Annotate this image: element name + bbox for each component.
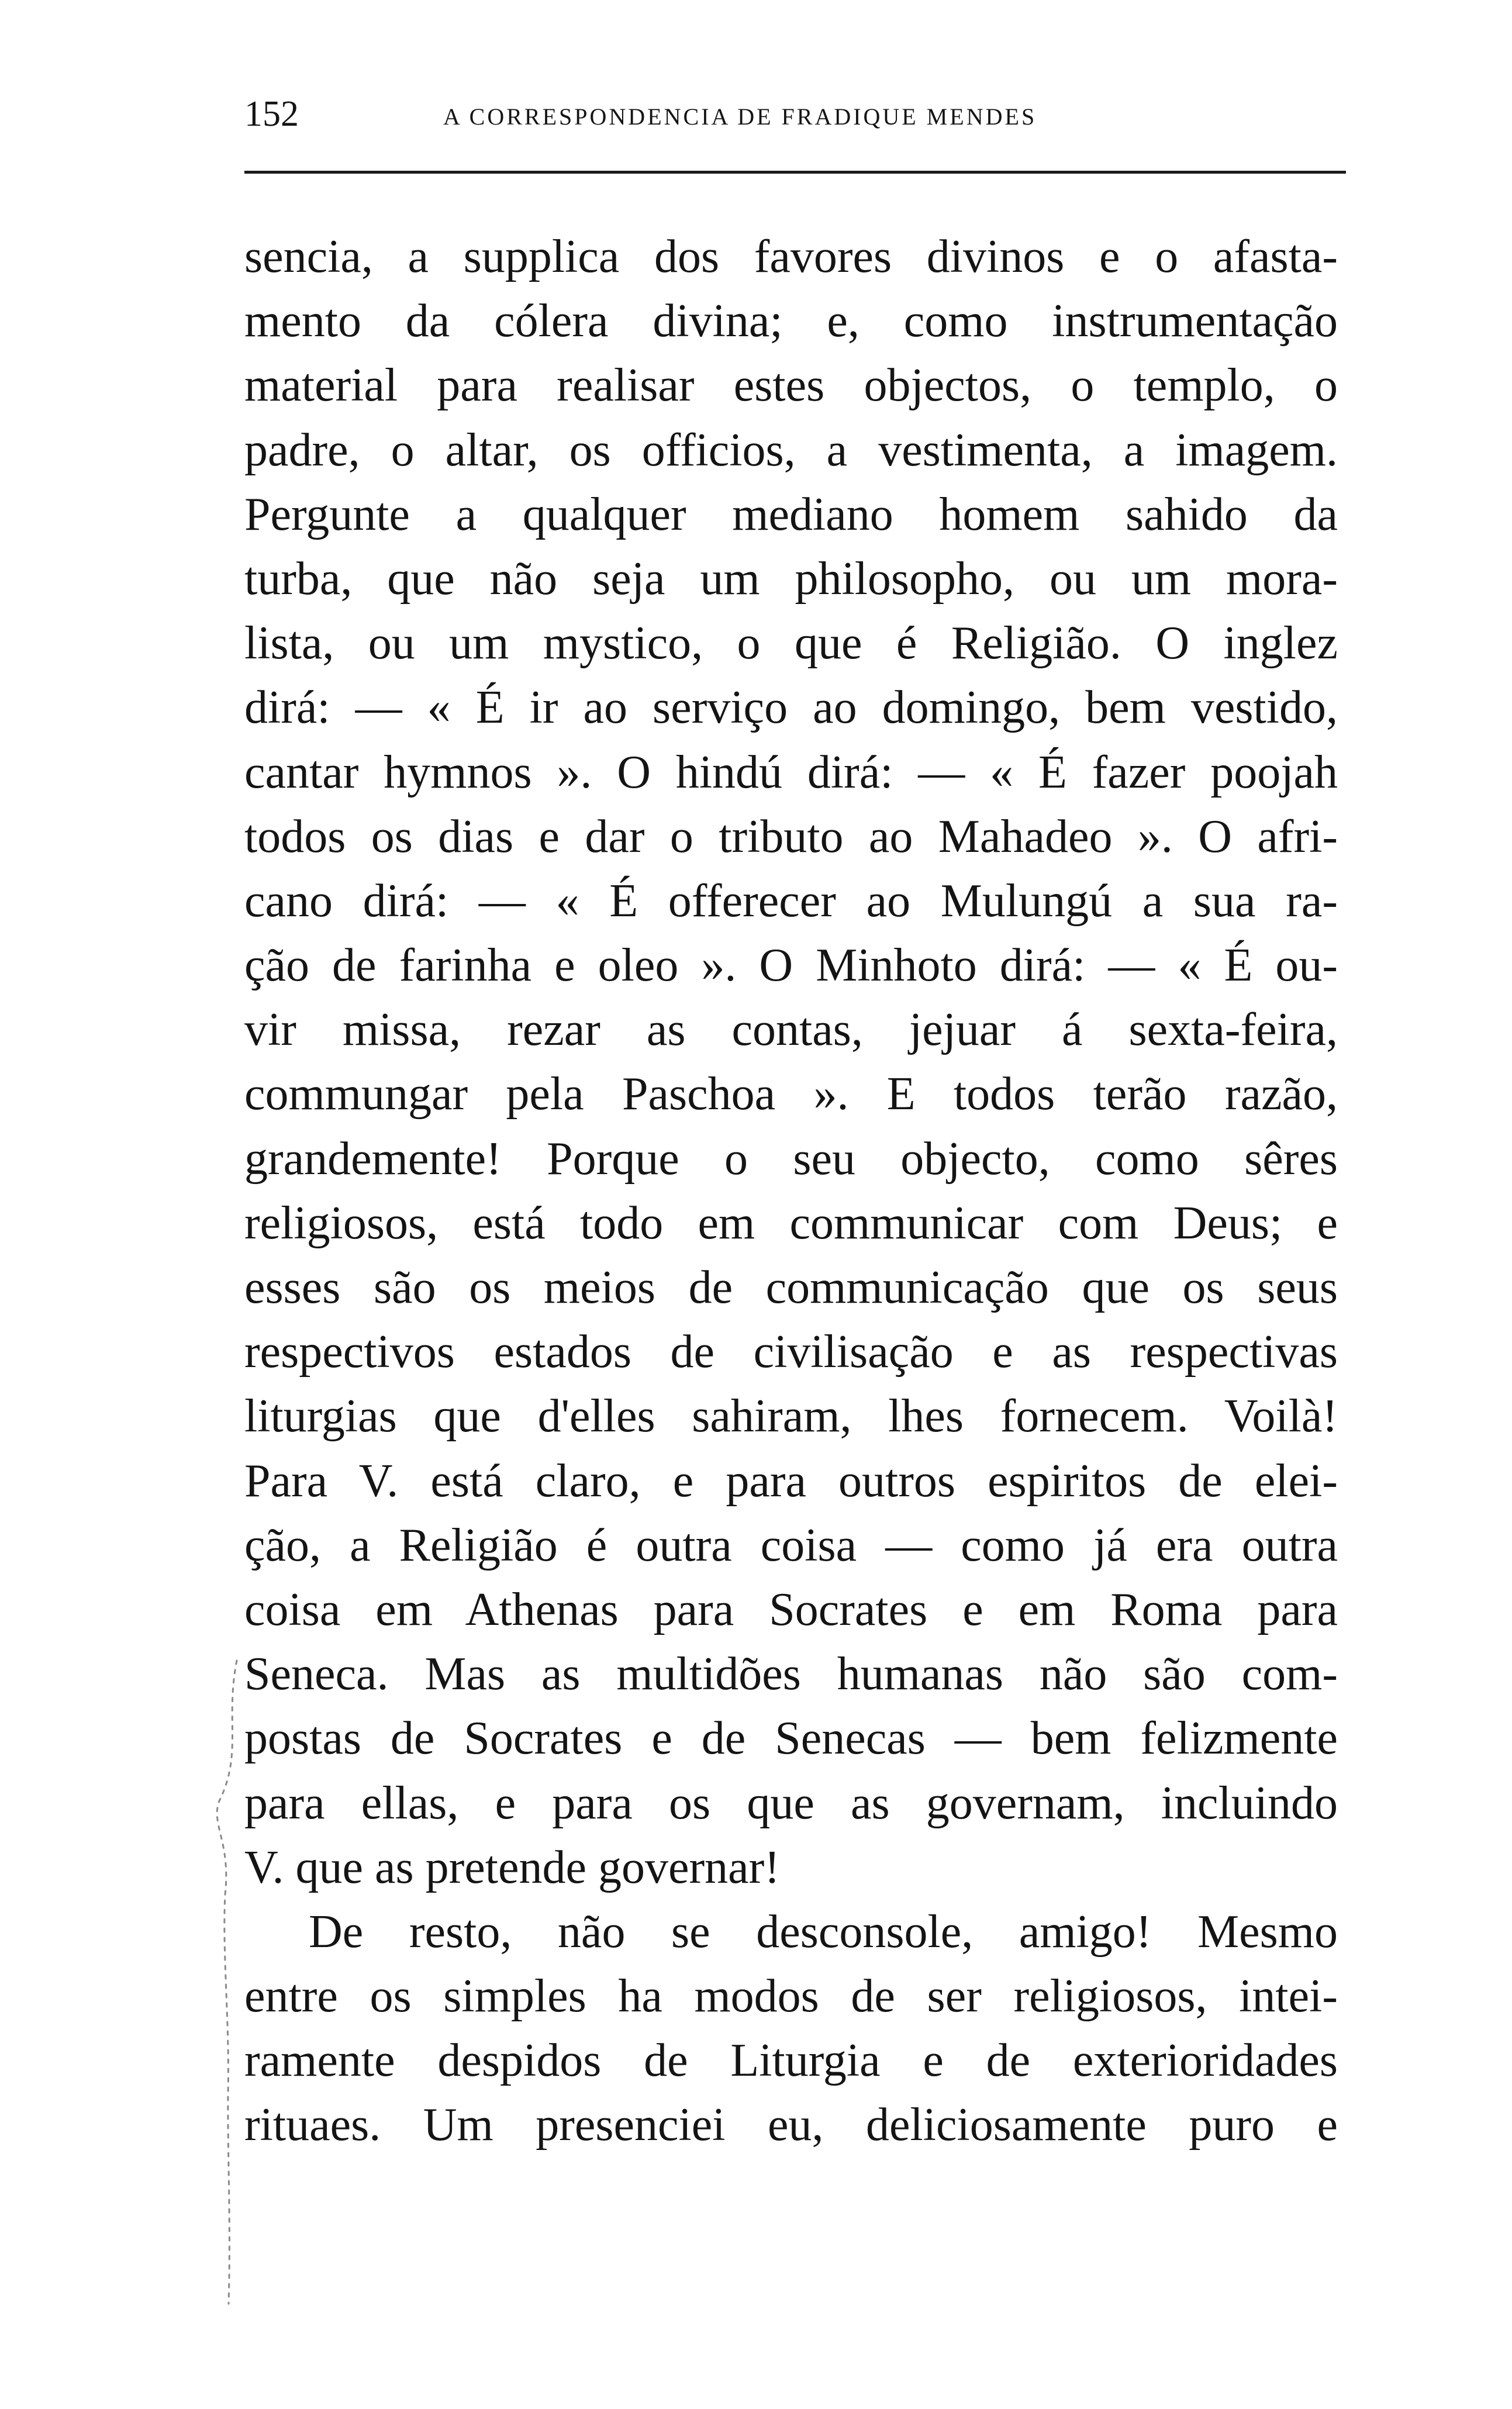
margin-pencil-mark (202, 1649, 254, 2409)
text-line: Pergunte a qualquer mediano homem sahido da (244, 488, 1338, 540)
text-line: coisa em Athenas para Socrates e em Roma para (244, 1583, 1338, 1635)
text-line: grandemente! Porque o seu objecto, como sêres (244, 1133, 1338, 1185)
text-line: todos os dias e dar o tributo ao Mahadeo ». O afri- (244, 810, 1338, 862)
text-line: vir missa, rezar as contas, jejuar á sexta-feira, (244, 1004, 1338, 1056)
text-line: Para V. está claro, e para outros espiritos de elei- (244, 1455, 1338, 1507)
text-line: turba, que não seja um philosopho, ou um mora- (244, 553, 1338, 605)
text-line: entre os simples ha modos de ser religiosos, intei- (244, 1970, 1338, 2023)
text-line: material para realisar estes objectos, o templo, o (244, 360, 1338, 412)
text-line: postas de Socrates e de Senecas — bem felizmente (244, 1713, 1338, 1765)
text-line: lista, ou um mystico, o que é Religião. O inglez (244, 617, 1338, 669)
text-line: Seneca. Mas as multidões humanas não são com- (244, 1648, 1338, 1700)
text-line: ção, a Religião é outra coisa — como já era outra (244, 1519, 1338, 1571)
text-line: para ellas, e para os que as governam, incluindo (244, 1777, 1338, 1829)
text-line: mento da cólera divina; e, como instrumentação (244, 295, 1338, 347)
text-line: esses são os meios de communicação que os seus (244, 1262, 1338, 1313)
text-line-paragraph-start: De resto, não se desconsole, amigo! Mesmo (309, 1906, 1338, 1958)
text-line: dirá: — « É ir ao serviço ao domingo, bem vestido, (244, 682, 1338, 734)
page-number: 152 (244, 94, 299, 134)
running-title: A CORRESPONDENCIA DE FRADIQUE MENDES (443, 103, 1037, 130)
body-text (244, 225, 1338, 2158)
running-head (244, 88, 1355, 140)
text-line-paragraph-end: V. que as pretende governar! (244, 1841, 780, 1893)
text-line: ção de farinha e oleo ». O Minhoto dirá: — « É ou- (244, 940, 1338, 992)
text-line: cantar hymnos ». O hindú dirá: — « É fazer poojah (244, 746, 1338, 798)
text-line: religiosos, está todo em communicar com Deus; e (244, 1197, 1338, 1249)
text-line: padre, o altar, os officios, a vestimenta, a imagem. (244, 424, 1338, 476)
text-line: rituaes. Um presenciei eu, deliciosamente puro e (244, 2099, 1338, 2151)
text-line: liturgias que d'elles sahiram, lhes fornecem. Voilà! (244, 1390, 1338, 1442)
header-rule (244, 171, 1346, 174)
text-line: ramente despidos de Liturgia e de exterioridades (244, 2035, 1338, 2087)
text-line: commungar pela Paschoa ». E todos terão razão, (244, 1068, 1338, 1120)
text-line: sencia, a supplica dos favores divinos e o afasta- (244, 231, 1338, 282)
text-line: cano dirá: — « É offerecer ao Mulungú a sua ra- (244, 875, 1338, 927)
text-line: respectivos estados de civilisação e as respectivas (244, 1326, 1338, 1378)
